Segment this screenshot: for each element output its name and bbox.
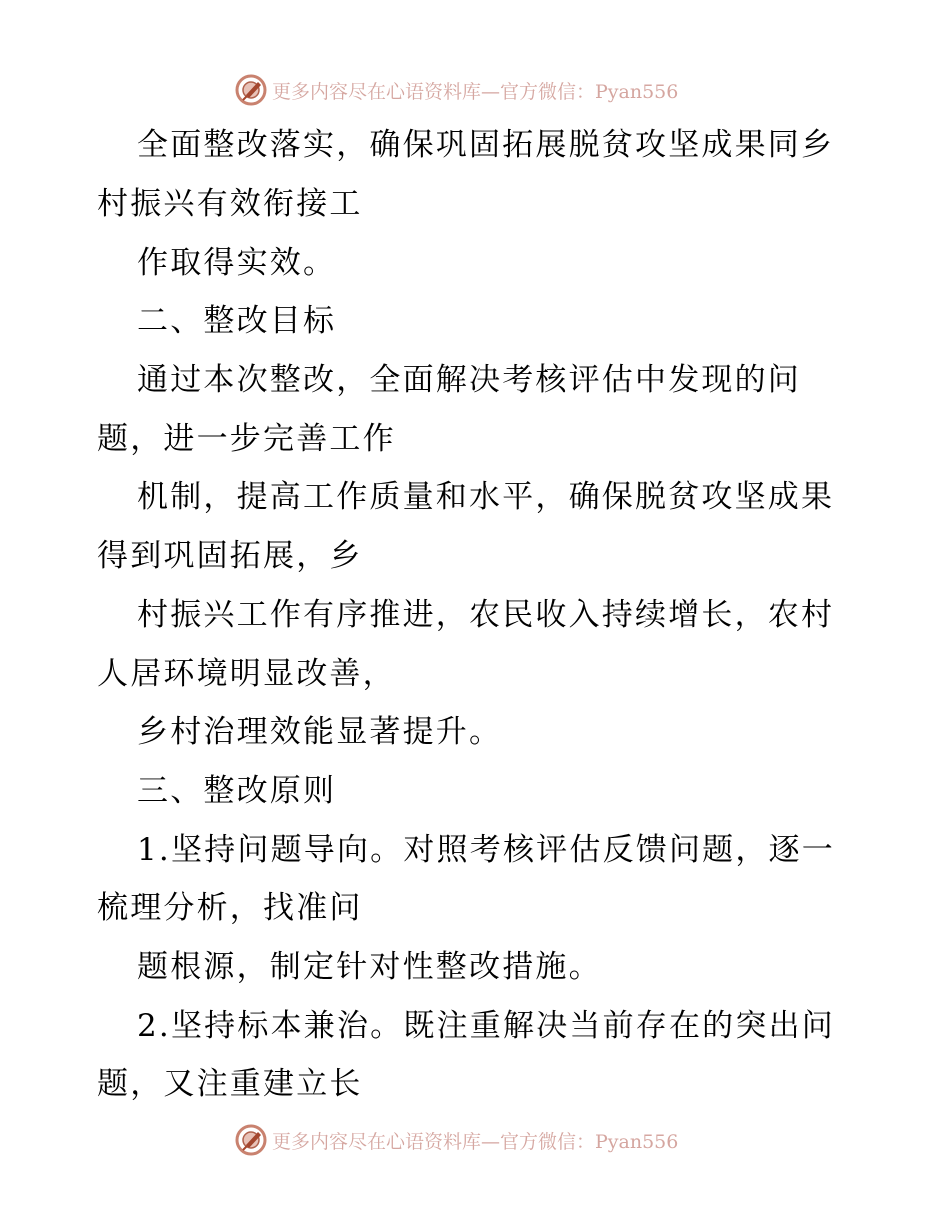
text-line: 通过本次整改，全面解决考核评估中发现的问	[137, 362, 801, 398]
text-line: 题，进一步完善工作	[97, 421, 396, 457]
text-line: 乡村治理效能显著提升。	[137, 714, 503, 750]
text-line: 2.坚持标本兼治。既注重解决当前存在的突出问	[137, 1008, 835, 1044]
watermark-text: 更多内容尽在心语资料库—官方微信：Pyan556	[272, 80, 679, 103]
text-line: 题，又注重建立长	[97, 1066, 363, 1102]
section-heading: 三、整改原则	[137, 773, 337, 809]
text-line: 村振兴工作有序推进，农民收入持续增长，农村	[137, 597, 835, 633]
watermark-footer	[0, 1120, 950, 1160]
section-heading: 二、整改目标	[137, 303, 337, 339]
text-line: 机制，提高工作质量和水平，确保脱贫攻坚成果	[137, 479, 835, 515]
watermark-header	[0, 70, 950, 110]
logo-icon	[234, 1123, 268, 1157]
watermark-text: 更多内容尽在心语资料库—官方微信：Pyan556	[272, 1130, 679, 1153]
text-line: 人居环境明显改善，	[97, 656, 396, 692]
text-line: 作取得实效。	[137, 245, 337, 281]
logo-icon	[234, 73, 268, 107]
text-line: 1.坚持问题导向。对照考核评估反馈问题，逐一	[137, 832, 835, 868]
text-line: 村振兴有效衔接工	[97, 186, 363, 222]
text-line: 全面整改落实，确保巩固拓展脱贫攻坚成果同乡	[137, 127, 835, 163]
text-line: 梳理分析，找准问	[97, 890, 363, 926]
text-line: 得到巩固拓展，乡	[97, 538, 363, 574]
text-line: 题根源，制定针对性整改措施。	[137, 949, 602, 985]
